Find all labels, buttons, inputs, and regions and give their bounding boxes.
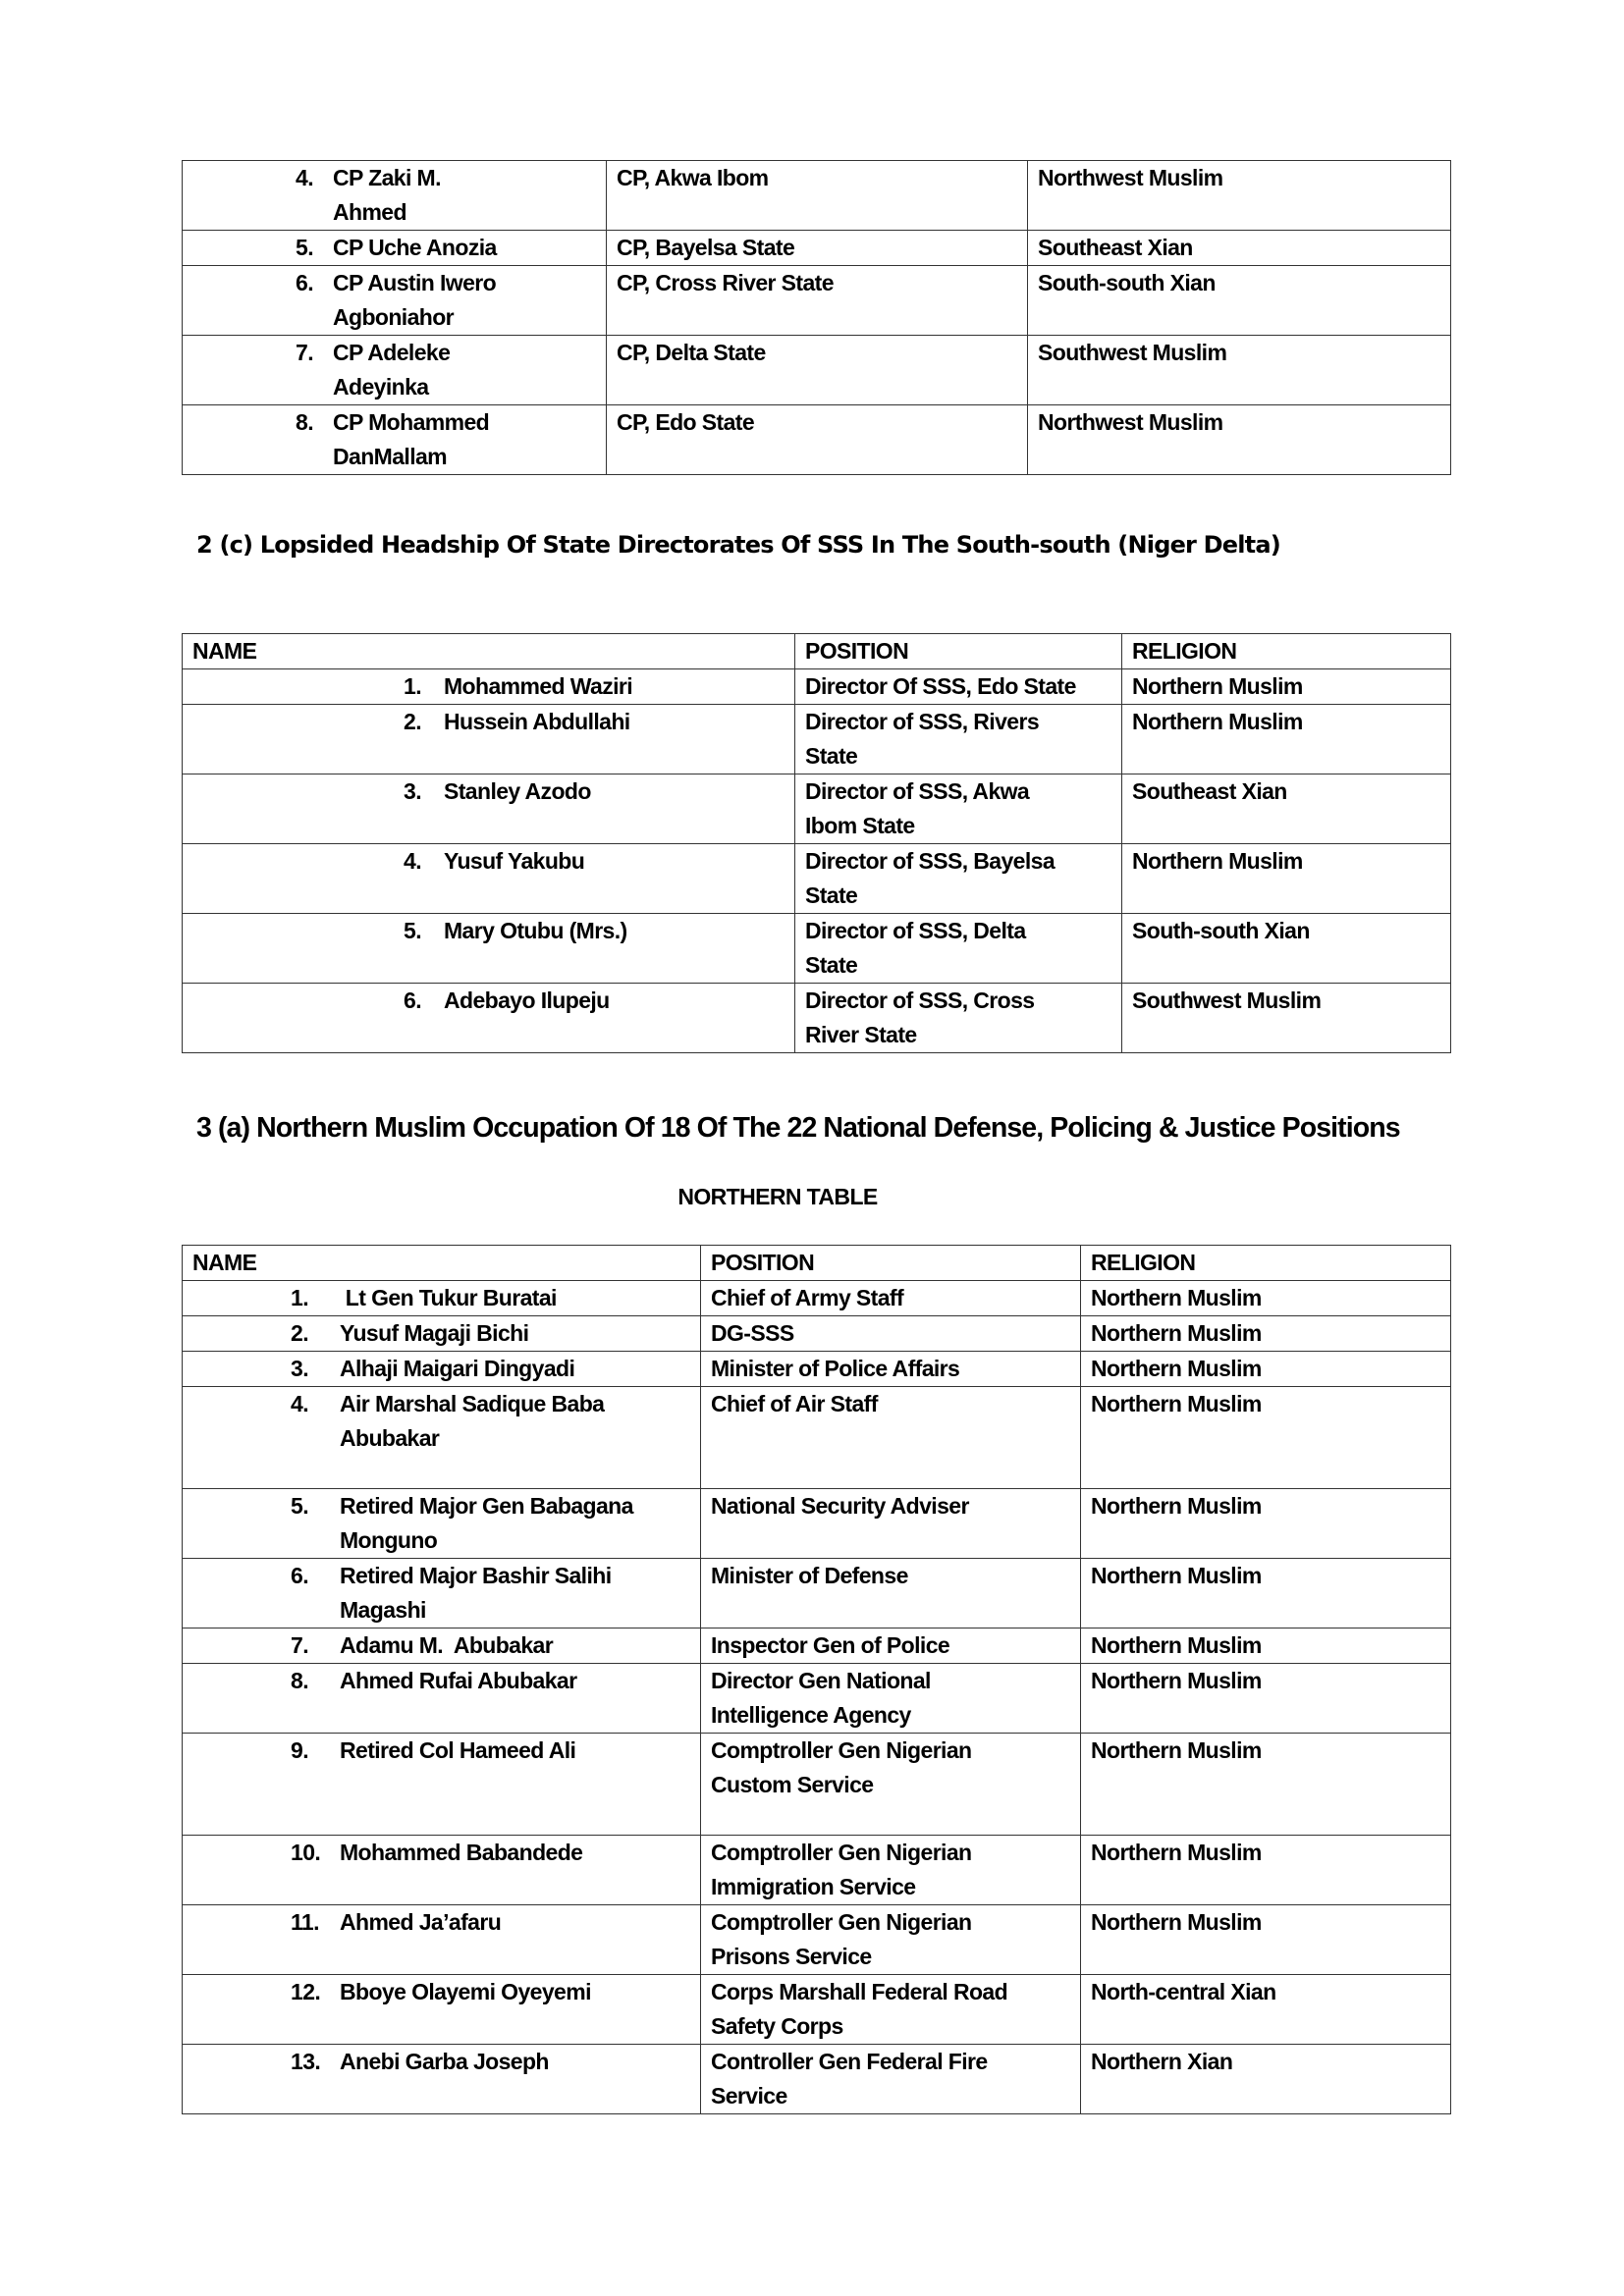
table-row bbox=[183, 1559, 1451, 1629]
section-3a-heading: 3 (a) Northern Muslim Occupation Of 18 Of The 22 National Defense, Policing & Justice Positions bbox=[196, 1112, 1400, 1144]
name-cell bbox=[183, 1629, 701, 1664]
table-row bbox=[183, 1281, 1451, 1316]
cell-line: CP Austin Iwero bbox=[333, 270, 497, 295]
table-row bbox=[183, 1387, 1451, 1489]
person-name: Adebayo Ilupeju bbox=[444, 988, 610, 1013]
cell-line: DG-SSS bbox=[711, 1320, 794, 1346]
row-number: 5. bbox=[296, 235, 313, 260]
cell-line: CP Mohammed bbox=[333, 409, 490, 435]
person-name bbox=[340, 1489, 633, 1558]
person-name bbox=[340, 1352, 574, 1386]
person-name: Hussein Abdullahi bbox=[444, 709, 630, 734]
table-row bbox=[183, 1905, 1451, 1975]
header-religion: RELIGION bbox=[1122, 634, 1451, 669]
person-name bbox=[340, 1629, 553, 1663]
religion-cell: Northern Muslim bbox=[1081, 1664, 1451, 1734]
cell-line: Custom Service bbox=[711, 1772, 874, 1797]
table-row bbox=[183, 914, 1451, 984]
religion-cell: Northern Muslim bbox=[1081, 1836, 1451, 1905]
cell-line: Retired Col Hameed Ali bbox=[340, 1737, 576, 1763]
row-number: 11. bbox=[291, 1909, 319, 1935]
cell-line: National Security Adviser bbox=[711, 1493, 969, 1519]
table-row bbox=[183, 844, 1451, 914]
person-name bbox=[333, 266, 496, 335]
position-cell bbox=[701, 1975, 1081, 2045]
position-cell: CP, Edo State bbox=[607, 405, 1028, 475]
table-row bbox=[183, 1664, 1451, 1734]
table-row bbox=[183, 1734, 1451, 1836]
religion-cell: Northern Muslim bbox=[1081, 1734, 1451, 1836]
person-name: Mary Otubu (Mrs.) bbox=[444, 918, 627, 943]
cell-line: Ibom State bbox=[805, 813, 915, 838]
row-number: 5. bbox=[404, 918, 421, 943]
cell-line: Adeyinka bbox=[333, 374, 429, 400]
person-name bbox=[340, 1664, 576, 1698]
name-cell bbox=[183, 161, 607, 231]
header-name: NAME bbox=[183, 634, 795, 669]
cell-line: Lt Gen Tukur Buratai bbox=[340, 1285, 557, 1310]
cell-line: Comptroller Gen Nigerian bbox=[711, 1909, 972, 1935]
position-cell bbox=[701, 1316, 1081, 1352]
religion-cell: Southwest Muslim bbox=[1122, 984, 1451, 1053]
table-header-row bbox=[183, 1246, 1451, 1281]
commissioners-table bbox=[182, 160, 1451, 475]
cell-line: CP Adeleke bbox=[333, 340, 451, 365]
name-cell bbox=[183, 1836, 701, 1905]
header-position: POSITION bbox=[795, 634, 1122, 669]
position-cell bbox=[701, 1352, 1081, 1387]
table-row bbox=[183, 2045, 1451, 2114]
position-cell bbox=[701, 1629, 1081, 1664]
row-number: 12. bbox=[291, 1979, 321, 2004]
religion-cell: Northern Muslim bbox=[1081, 1629, 1451, 1664]
row-number: 8. bbox=[291, 1668, 308, 1693]
person-name: Yusuf Yakubu bbox=[444, 848, 585, 874]
position-cell bbox=[701, 1281, 1081, 1316]
cell-line: Abubakar bbox=[340, 1425, 440, 1451]
row-number: 10. bbox=[291, 1840, 321, 1865]
religion-cell: Southwest Muslim bbox=[1028, 336, 1451, 405]
northern-table bbox=[182, 1245, 1451, 2114]
cell-line: State bbox=[805, 743, 858, 769]
cell-line: Corps Marshall Federal Road bbox=[711, 1979, 1008, 2004]
table-row bbox=[183, 774, 1451, 844]
header-religion: RELIGION bbox=[1081, 1246, 1451, 1281]
cell-line: DanMallam bbox=[333, 444, 448, 469]
cell-line: Chief of Air Staff bbox=[711, 1391, 878, 1416]
cell-line: Director of SSS, Akwa bbox=[805, 778, 1030, 804]
religion-cell: Northern Muslim bbox=[1122, 705, 1451, 774]
row-number: 9. bbox=[291, 1737, 308, 1763]
table-row bbox=[183, 161, 1451, 231]
row-number: 3. bbox=[291, 1356, 308, 1381]
name-cell bbox=[183, 669, 795, 705]
cell-line: Ahmed bbox=[333, 199, 406, 225]
cell-line: Mohammed Babandede bbox=[340, 1840, 583, 1865]
name-cell bbox=[183, 844, 795, 914]
person-name bbox=[333, 231, 497, 265]
name-cell bbox=[183, 1281, 701, 1316]
row-number: 2. bbox=[291, 1320, 308, 1346]
cell-line: CP Zaki M. bbox=[333, 165, 441, 190]
cell-line: Inspector Gen of Police bbox=[711, 1632, 950, 1658]
person-name bbox=[340, 1975, 591, 2009]
person-name bbox=[340, 1734, 575, 1768]
row-number: 7. bbox=[296, 340, 313, 365]
name-cell bbox=[183, 336, 607, 405]
name-cell bbox=[183, 266, 607, 336]
name-cell bbox=[183, 1352, 701, 1387]
cell-line: State bbox=[805, 952, 858, 978]
person-name bbox=[340, 1559, 612, 1628]
person-name bbox=[340, 1387, 604, 1456]
row-number: 3. bbox=[404, 778, 421, 804]
person-name bbox=[340, 1281, 557, 1315]
cell-line: Director Gen National bbox=[711, 1668, 931, 1693]
position-cell bbox=[701, 1387, 1081, 1489]
row-number: 6. bbox=[404, 988, 421, 1013]
row-number: 1. bbox=[404, 673, 421, 699]
religion-cell: Northwest Muslim bbox=[1028, 161, 1451, 231]
row-number: 5. bbox=[291, 1493, 308, 1519]
position-cell bbox=[701, 1905, 1081, 1975]
cell-line: Anebi Garba Joseph bbox=[340, 2049, 549, 2074]
row-number: 6. bbox=[291, 1563, 308, 1588]
cell-line: Ahmed Rufai Abubakar bbox=[340, 1668, 577, 1693]
person-name: Mohammed Waziri bbox=[444, 673, 633, 699]
religion-cell: Southeast Xian bbox=[1028, 231, 1451, 266]
table-row bbox=[183, 1629, 1451, 1664]
name-cell bbox=[183, 1316, 701, 1352]
cell-line: Director of SSS, Delta bbox=[805, 918, 1026, 943]
cell-line: Minister of Police Affairs bbox=[711, 1356, 960, 1381]
northern-table-title: NORTHERN TABLE bbox=[677, 1184, 878, 1209]
religion-cell: Northern Muslim bbox=[1122, 844, 1451, 914]
cell-line: Ahmed Ja’afaru bbox=[340, 1909, 502, 1935]
cell-line: CP Uche Anozia bbox=[333, 235, 497, 260]
religion-cell: Northwest Muslim bbox=[1028, 405, 1451, 475]
cell-line: Controller Gen Federal Fire bbox=[711, 2049, 988, 2074]
cell-line: Comptroller Gen Nigerian bbox=[711, 1840, 972, 1865]
cell-line: Prisons Service bbox=[711, 1944, 872, 1969]
name-cell bbox=[183, 705, 795, 774]
name-cell bbox=[183, 984, 795, 1053]
position-cell bbox=[795, 914, 1122, 984]
religion-cell: Northern Muslim bbox=[1081, 1387, 1451, 1489]
row-number: 4. bbox=[404, 848, 421, 874]
position-cell bbox=[795, 984, 1122, 1053]
person-name bbox=[340, 1316, 528, 1351]
position-cell: CP, Akwa Ibom bbox=[607, 161, 1028, 231]
religion-cell: South-south Xian bbox=[1028, 266, 1451, 336]
person-name bbox=[333, 336, 450, 404]
religion-cell: Northern Muslim bbox=[1081, 1352, 1451, 1387]
name-cell bbox=[183, 1489, 701, 1559]
position-cell bbox=[701, 1559, 1081, 1629]
row-number: 8. bbox=[296, 409, 313, 435]
religion-cell: Northern Muslim bbox=[1081, 1316, 1451, 1352]
religion-cell: Northern Xian bbox=[1081, 2045, 1451, 2114]
person-name: Stanley Azodo bbox=[444, 778, 591, 804]
name-cell bbox=[183, 1905, 701, 1975]
table-row bbox=[183, 1316, 1451, 1352]
cell-line: Minister of Defense bbox=[711, 1563, 908, 1588]
row-number: 13. bbox=[291, 2049, 321, 2074]
row-number: 4. bbox=[296, 165, 313, 190]
position-cell bbox=[795, 705, 1122, 774]
cell-line: State bbox=[805, 882, 858, 908]
table-row bbox=[183, 336, 1451, 405]
position-cell bbox=[701, 1664, 1081, 1734]
table-row bbox=[183, 1836, 1451, 1905]
position-cell: CP, Cross River State bbox=[607, 266, 1028, 336]
religion-cell: Southeast Xian bbox=[1122, 774, 1451, 844]
cell-line: Agboniahor bbox=[333, 304, 455, 330]
cell-line: Director of SSS, Rivers bbox=[805, 709, 1040, 734]
cell-line: Magashi bbox=[340, 1597, 426, 1623]
table-row bbox=[183, 405, 1451, 475]
name-cell bbox=[183, 1559, 701, 1629]
position-cell bbox=[795, 669, 1122, 705]
row-number: 1. bbox=[291, 1285, 308, 1310]
table-row bbox=[183, 1975, 1451, 2045]
row-number: 2. bbox=[404, 709, 421, 734]
section-2c-heading: 2 (c) Lopsided Headship Of State Directorates Of SSS In The South-south (Niger Delta) bbox=[196, 531, 1280, 559]
header-position: POSITION bbox=[701, 1246, 1081, 1281]
row-number: 7. bbox=[291, 1632, 308, 1658]
person-name bbox=[340, 1836, 582, 1870]
position-cell: CP, Delta State bbox=[607, 336, 1028, 405]
religion-cell: North-central Xian bbox=[1081, 1975, 1451, 2045]
cell-line: Director Of SSS, Edo State bbox=[805, 673, 1076, 699]
position-cell bbox=[795, 844, 1122, 914]
cell-line: Bboye Olayemi Oyeyemi bbox=[340, 1979, 591, 2004]
name-cell bbox=[183, 1664, 701, 1734]
position-cell: CP, Bayelsa State bbox=[607, 231, 1028, 266]
header-name: NAME bbox=[183, 1246, 701, 1281]
person-name bbox=[340, 1905, 501, 1940]
name-cell bbox=[183, 231, 607, 266]
table-row bbox=[183, 1489, 1451, 1559]
cell-line: Alhaji Maigari Dingyadi bbox=[340, 1356, 575, 1381]
person-name bbox=[340, 2045, 549, 2079]
name-cell bbox=[183, 1387, 701, 1489]
cell-line: Safety Corps bbox=[711, 2013, 843, 2039]
table-header-row bbox=[183, 634, 1451, 669]
person-name bbox=[333, 161, 441, 230]
cell-line: Yusuf Magaji Bichi bbox=[340, 1320, 529, 1346]
name-cell bbox=[183, 405, 607, 475]
position-cell bbox=[701, 2045, 1081, 2114]
table-row bbox=[183, 231, 1451, 266]
religion-cell: Northern Muslim bbox=[1122, 669, 1451, 705]
cell-line: Director of SSS, Bayelsa bbox=[805, 848, 1056, 874]
cell-line: Director of SSS, Cross bbox=[805, 988, 1035, 1013]
position-cell bbox=[701, 1734, 1081, 1836]
name-cell bbox=[183, 1734, 701, 1836]
cell-line: Adamu M. Abubakar bbox=[340, 1632, 554, 1658]
table-row bbox=[183, 669, 1451, 705]
name-cell bbox=[183, 914, 795, 984]
position-cell bbox=[701, 1489, 1081, 1559]
cell-line: Comptroller Gen Nigerian bbox=[711, 1737, 972, 1763]
sss-directorates-table bbox=[182, 633, 1451, 1053]
name-cell bbox=[183, 2045, 701, 2114]
name-cell bbox=[183, 1975, 701, 2045]
cell-line: Retired Major Bashir Salihi bbox=[340, 1563, 612, 1588]
name-cell bbox=[183, 774, 795, 844]
cell-line: River State bbox=[805, 1022, 917, 1047]
cell-line: Service bbox=[711, 2083, 787, 2109]
position-cell bbox=[795, 774, 1122, 844]
religion-cell: South-south Xian bbox=[1122, 914, 1451, 984]
position-cell bbox=[701, 1836, 1081, 1905]
table-row bbox=[183, 1352, 1451, 1387]
table-row bbox=[183, 266, 1451, 336]
religion-cell: Northern Muslim bbox=[1081, 1559, 1451, 1629]
cell-line: Air Marshal Sadique Baba bbox=[340, 1391, 605, 1416]
cell-line: Immigration Service bbox=[711, 1874, 916, 1899]
cell-line: Retired Major Gen Babagana bbox=[340, 1493, 633, 1519]
row-number: 6. bbox=[296, 270, 313, 295]
cell-line: Intelligence Agency bbox=[711, 1702, 911, 1728]
person-name bbox=[333, 405, 489, 474]
cell-line: Chief of Army Staff bbox=[711, 1285, 904, 1310]
table-row bbox=[183, 984, 1451, 1053]
religion-cell: Northern Muslim bbox=[1081, 1281, 1451, 1316]
row-number: 4. bbox=[291, 1391, 308, 1416]
religion-cell: Northern Muslim bbox=[1081, 1489, 1451, 1559]
table-row bbox=[183, 705, 1451, 774]
cell-line: Monguno bbox=[340, 1527, 438, 1553]
religion-cell: Northern Muslim bbox=[1081, 1905, 1451, 1975]
